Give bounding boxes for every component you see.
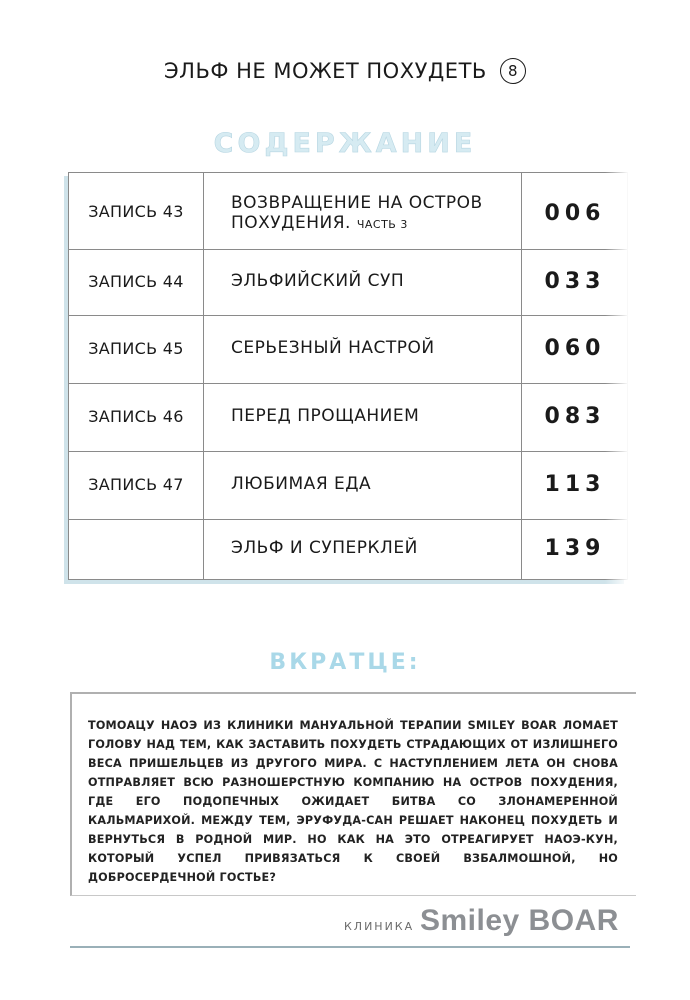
contents-heading: СОДЕРЖАНИЕ (213, 128, 477, 159)
page-number: 139 (544, 536, 606, 561)
volume-number: 8 (500, 58, 526, 84)
page-number: 006 (544, 201, 606, 226)
toc-row-47[interactable] (69, 451, 627, 520)
entry-label: ЗАПИСЬ 43 (88, 202, 184, 221)
chapter-title: ЛЮБИМАЯ ЕДА (231, 474, 372, 494)
entry-label: ЗАПИСЬ 47 (88, 475, 184, 494)
entry-label: ЗАПИСЬ 44 (88, 272, 184, 291)
table-of-contents (68, 172, 628, 580)
part-label: ЧАСТЬ 3 (356, 218, 408, 231)
entry-label: ЗАПИСЬ 46 (88, 407, 184, 426)
page-number: 033 (544, 269, 606, 294)
page-number: 113 (544, 472, 606, 497)
toc-row-extra[interactable] (69, 519, 627, 579)
brand-logo: Smiley BOAR (420, 904, 619, 937)
book-title (0, 58, 690, 84)
toc-row-43[interactable] (69, 173, 627, 250)
footer-divider (70, 946, 630, 948)
chapter-title: ВОЗВРАЩЕНИЕ НА ОСТРОВ ПОХУДЕНИЯ. ЧАСТЬ 3 (231, 193, 483, 233)
toc-row-45[interactable] (69, 315, 627, 384)
toc-row-46[interactable] (69, 383, 627, 452)
chapter-title: ЭЛЬФ И СУПЕРКЛЕЙ (231, 538, 418, 558)
page-number: 060 (544, 336, 606, 361)
book-title-text: ЭЛЬФ НЕ МОЖЕТ ПОХУДЕТЬ (164, 59, 487, 83)
entry-label: ЗАПИСЬ 45 (88, 339, 184, 358)
summary-heading: ВКРАТЦЕ: (269, 650, 421, 675)
chapter-title: ПЕРЕД ПРОЩАНИЕМ (231, 406, 420, 426)
toc-row-44[interactable] (69, 249, 627, 316)
chapter-title: СЕРЬЕЗНЫЙ НАСТРОЙ (231, 338, 435, 358)
footer-label: КЛИНИКА (344, 920, 415, 933)
summary-text: ТОМОАЦУ НАОЭ ИЗ КЛИНИКИ МАНУАЛЬНОЙ ТЕРАПИИ SMILEY BOAR ЛОМАЕТ ГОЛОВУ НАД ТЕМ, КАК ЗАСТАВИТЬ ПОХУДЕТЬ СТРАДАЮЩИХ ОТ ИЗЛИШНЕГО ВЕСА ПРИШЕЛЬЦЕВ ИЗ ДРУГОГО МИРА. С НАСТУПЛЕНИЕМ ЛЕТА ОН СНОВА ОТПРАВЛЯЕТ ВСЮ РАЗНОШЕРСТНУЮ КОМПАНИЮ НА ОСТРОВ ПОХУДЕНИЯ, ГДЕ ЕГО ПОДОПЕЧНЫХ ОЖИДАЕТ БИТВА СО ЗЛОНАМЕРЕННОЙ КАЛЬМАРИХОЙ. МЕЖДУ ТЕМ, ЭРУФУДА-САН РЕШАЕТ НАКОНЕЦ ПОХУДЕТЬ И ВЕРНУТЬСЯ В РОДНОЙ МИР. НО КАК НА ЭТО ОТРЕАГИРУЕТ НАОЭ-КУН, КОТОРЫЙ УСПЕЛ ПРИВЯЗАТЬСЯ К СВОЕЙ ВЗБАЛМОШНОЙ, НО ДОБРОСЕРДЕЧНОЙ ГОСТЬЕ? (88, 719, 618, 884)
page-number: 083 (544, 404, 606, 429)
chapter-title: ЭЛЬФИЙСКИЙ СУП (231, 271, 405, 291)
